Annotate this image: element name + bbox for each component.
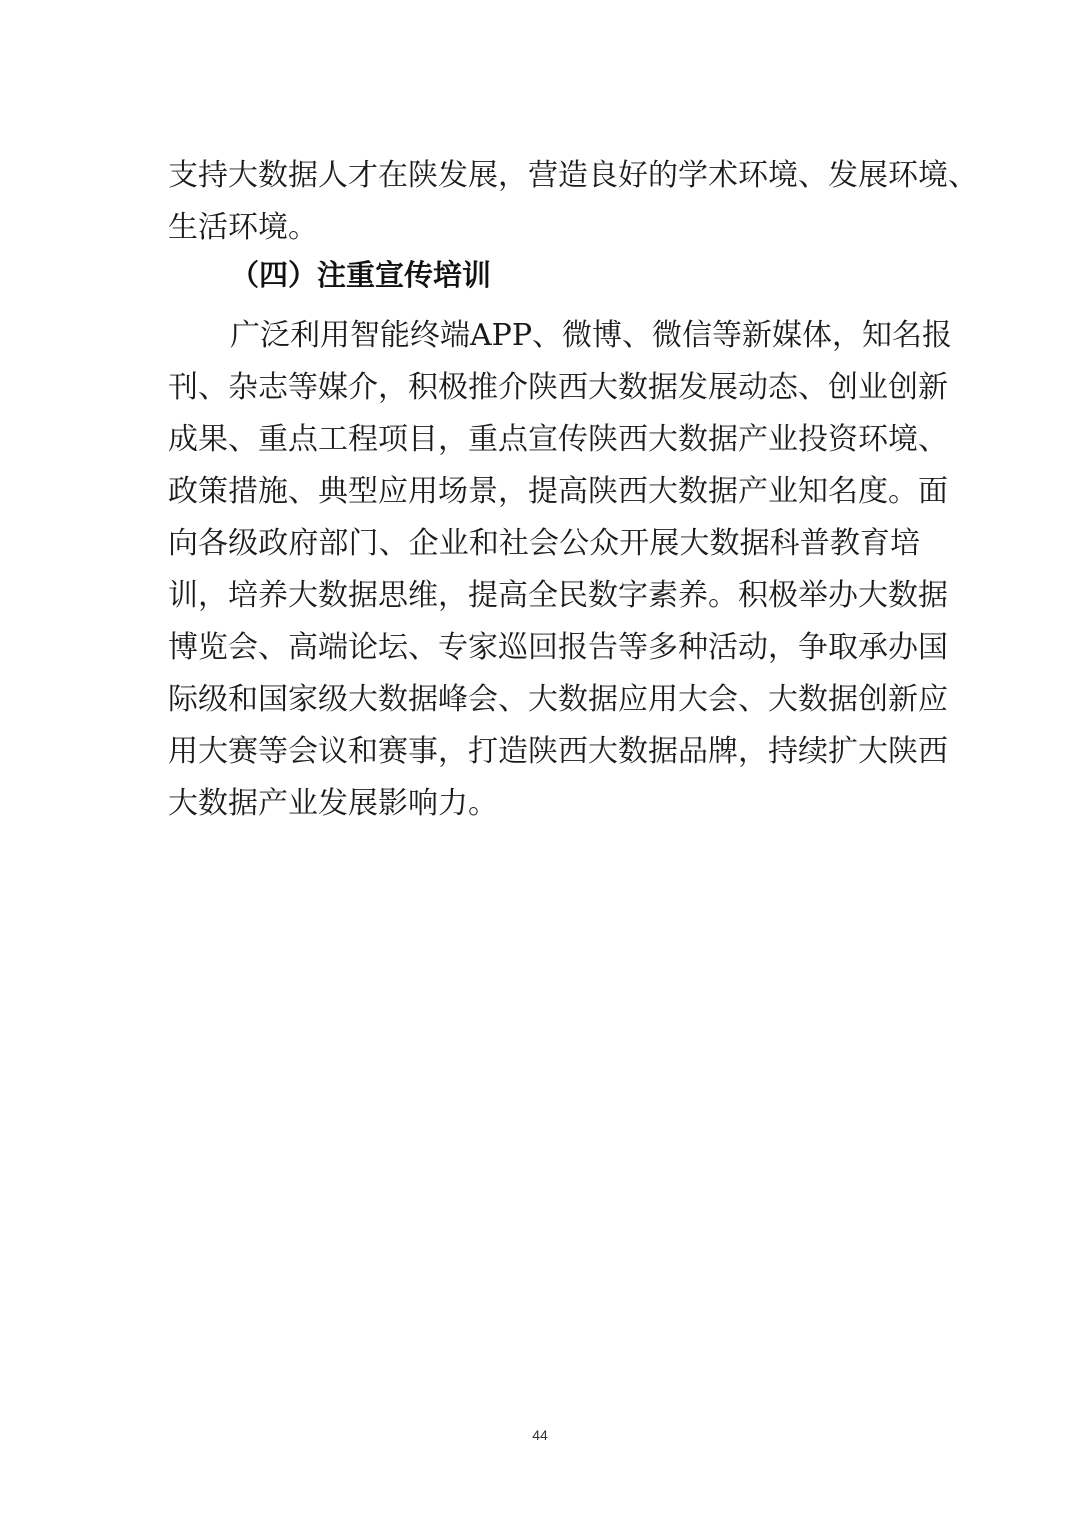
body-text-line: 刊、杂志等媒介，积极推介陕西大数据发展动态、创业创新 [168,370,948,405]
body-text-line: 向各级政府部门、企业和社会公众开展大数据科普教育培 [168,526,920,561]
body-text-line: 政策措施、典型应用场景，提高陕西大数据产业知名度。面 [168,474,948,509]
section-heading: （四）注重宣传培训 [230,258,492,292]
body-text-line: 训，培养大数据思维，提高全民数字素养。积极举办大数据 [168,578,948,613]
body-text-line: 博览会、高端论坛、专家巡回报告等多种活动，争取承办国 [168,630,948,665]
page-number: 44 [532,1427,548,1443]
body-text-line: 用大赛等会议和赛事，打造陕西大数据品牌，持续扩大陕西 [168,734,948,769]
paragraph-first-line: 广泛利用智能终端APP、微博、微信等新媒体，知名报 [230,318,953,353]
body-text-line: 成果、重点工程项目，重点宣传陕西大数据产业投资环境、 [168,422,948,457]
body-text-line: 支持大数据人才在陕发展，营造良好的学术环境、发展环境、 [168,158,978,193]
body-text-line: 生活环境。 [168,210,318,245]
body-text-line: 际级和国家级大数据峰会、大数据应用大会、大数据创新应 [168,682,948,717]
body-text-line: 大数据产业发展影响力。 [168,786,498,821]
